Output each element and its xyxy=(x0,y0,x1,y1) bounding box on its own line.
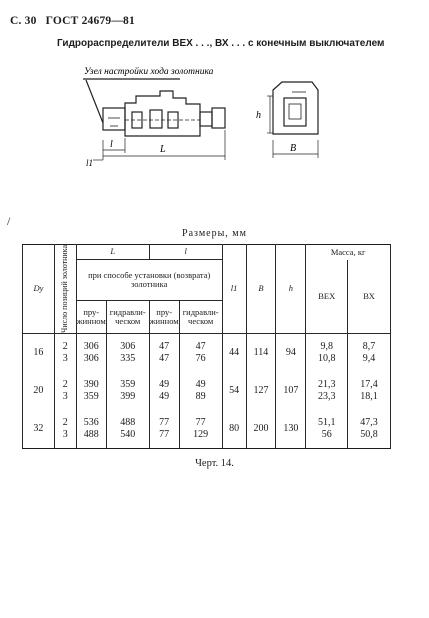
table-row: 20 2 3 390 359 359 399 49 49 49 89 54 127 107 21,3 23,3 17,4 18,1 xyxy=(23,372,391,410)
section-title: Гидрораспределители ВЕХ . . ., ВХ . . . с конечным выключателем xyxy=(57,38,385,49)
standard-code: ГОСТ 24679—81 xyxy=(45,15,135,27)
margin-mark: / xyxy=(7,214,11,228)
page-ref: С. 30 xyxy=(10,15,37,27)
end-cap-right xyxy=(212,108,225,128)
col-dy: Dy xyxy=(23,245,55,334)
col-positions: Число позиций золотника xyxy=(54,245,76,334)
col-l1: l1 xyxy=(222,245,246,334)
col-L: L xyxy=(76,245,149,260)
col-bex: ВЕХ xyxy=(306,260,348,334)
callout-leader xyxy=(86,80,103,123)
end-cap-left xyxy=(103,108,125,130)
spool-slot-2 xyxy=(150,110,162,128)
col-L-spring: пру-жинном xyxy=(76,300,106,333)
dimensions-table xyxy=(22,244,391,449)
col-bx: ВХ xyxy=(348,260,391,334)
col-return-method: при способе установки (возврата) золотника xyxy=(76,260,222,301)
col-mass: Масса, кг xyxy=(306,245,391,260)
dim-h: h xyxy=(256,110,261,121)
valve-drawing xyxy=(0,0,429,200)
dim-L: L xyxy=(160,144,166,155)
dim-B: B xyxy=(290,143,297,154)
col-B: B xyxy=(246,245,276,334)
col-h: h xyxy=(276,245,306,334)
table-row: 16 2 3 306 306 306 335 47 47 47 76 44 114 94 9,8 10,8 8,7 9,4 xyxy=(23,333,391,372)
dim-l1: l1 xyxy=(86,158,94,168)
col-l: l xyxy=(149,245,222,260)
figure-caption: Черт. 14. xyxy=(195,458,234,469)
dim-l: l xyxy=(110,139,113,150)
col-L-hydraulic: гидравли-ческом xyxy=(106,300,149,333)
table-caption: Размеры, мм xyxy=(182,228,247,239)
col-l-hydraulic: гидравли-ческом xyxy=(179,300,222,333)
col-l-spring: пру-жинном xyxy=(149,300,179,333)
solenoid-neck xyxy=(200,112,212,126)
table-row: 32 2 3 536 488 488 540 77 77 77 129 80 200 130 51,1 56 47,3 50,8 xyxy=(23,410,391,449)
side-view-window xyxy=(284,98,306,126)
callout-label: Узел настройки хода золотника xyxy=(84,67,214,77)
